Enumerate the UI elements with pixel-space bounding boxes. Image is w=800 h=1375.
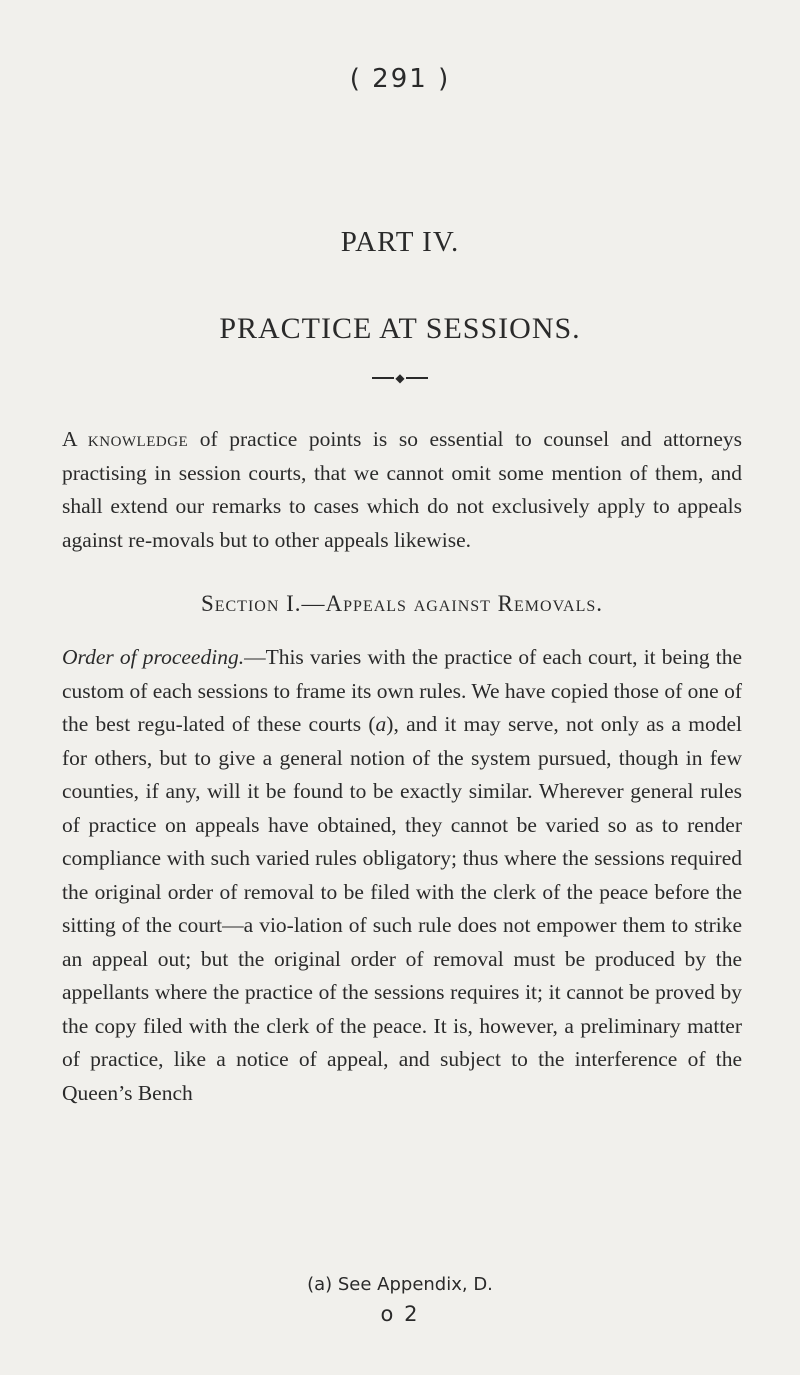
intro-text: of practice points is so essential to counsel and attorneys practising in session courts, that we cannot omit some mention of them, and shall extend our remarks to cases which do not exclusively apply to appeals against re-movals but to other appeals likewise. — [62, 427, 742, 552]
footnote: (a) See Appendix, D. — [307, 1274, 493, 1295]
section-heading: Section I.—Appeals against Removals. — [200, 591, 604, 616]
signature-mark: o 2 — [380, 1302, 420, 1326]
footnote-ref: a — [375, 712, 387, 736]
body-text-2: ), and it may serve, not only as a model for others, but to give a general notion of the system pursued, though in few counties, if any, will it be found to be exactly similar. Wherever general rules of practice on appeals have obtained, they cannot be varied so as to render compliance with such varied rules obligatory; thus where the sessions required the original order of removal to be filed with the clerk of the peace before the sitting of the court—a vio-lation of such rule does not empower them to strike an appeal out; but the original order of removal must be produced by the appellants where the practice of the sessions requires it; it cannot be proved by the copy filed with the clerk of the peace. It is, however, a preliminary matter of practice, like a notice of appeal, and subject to the interference of the Queen’s Bench — [62, 712, 742, 1105]
intro-paragraph — [62, 423, 742, 557]
ornament-divider: ◆ — [0, 372, 800, 384]
chapter-title: PRACTICE AT SESSIONS. — [219, 312, 581, 345]
part-heading: PART IV. — [340, 226, 460, 258]
lead-italic: Order of proceeding. — [62, 645, 245, 669]
lead-letter: A — [62, 427, 77, 451]
page-number: ( 291 ) — [349, 64, 451, 94]
body-text-1: —This varies with the practice of each court, it being the custom of each sessions to frame its own rules. We have copied those of one of the best regu-lated of these courts ( — [62, 645, 742, 736]
lead-small-caps: knowledge — [87, 427, 189, 451]
body-paragraph — [62, 641, 742, 1110]
